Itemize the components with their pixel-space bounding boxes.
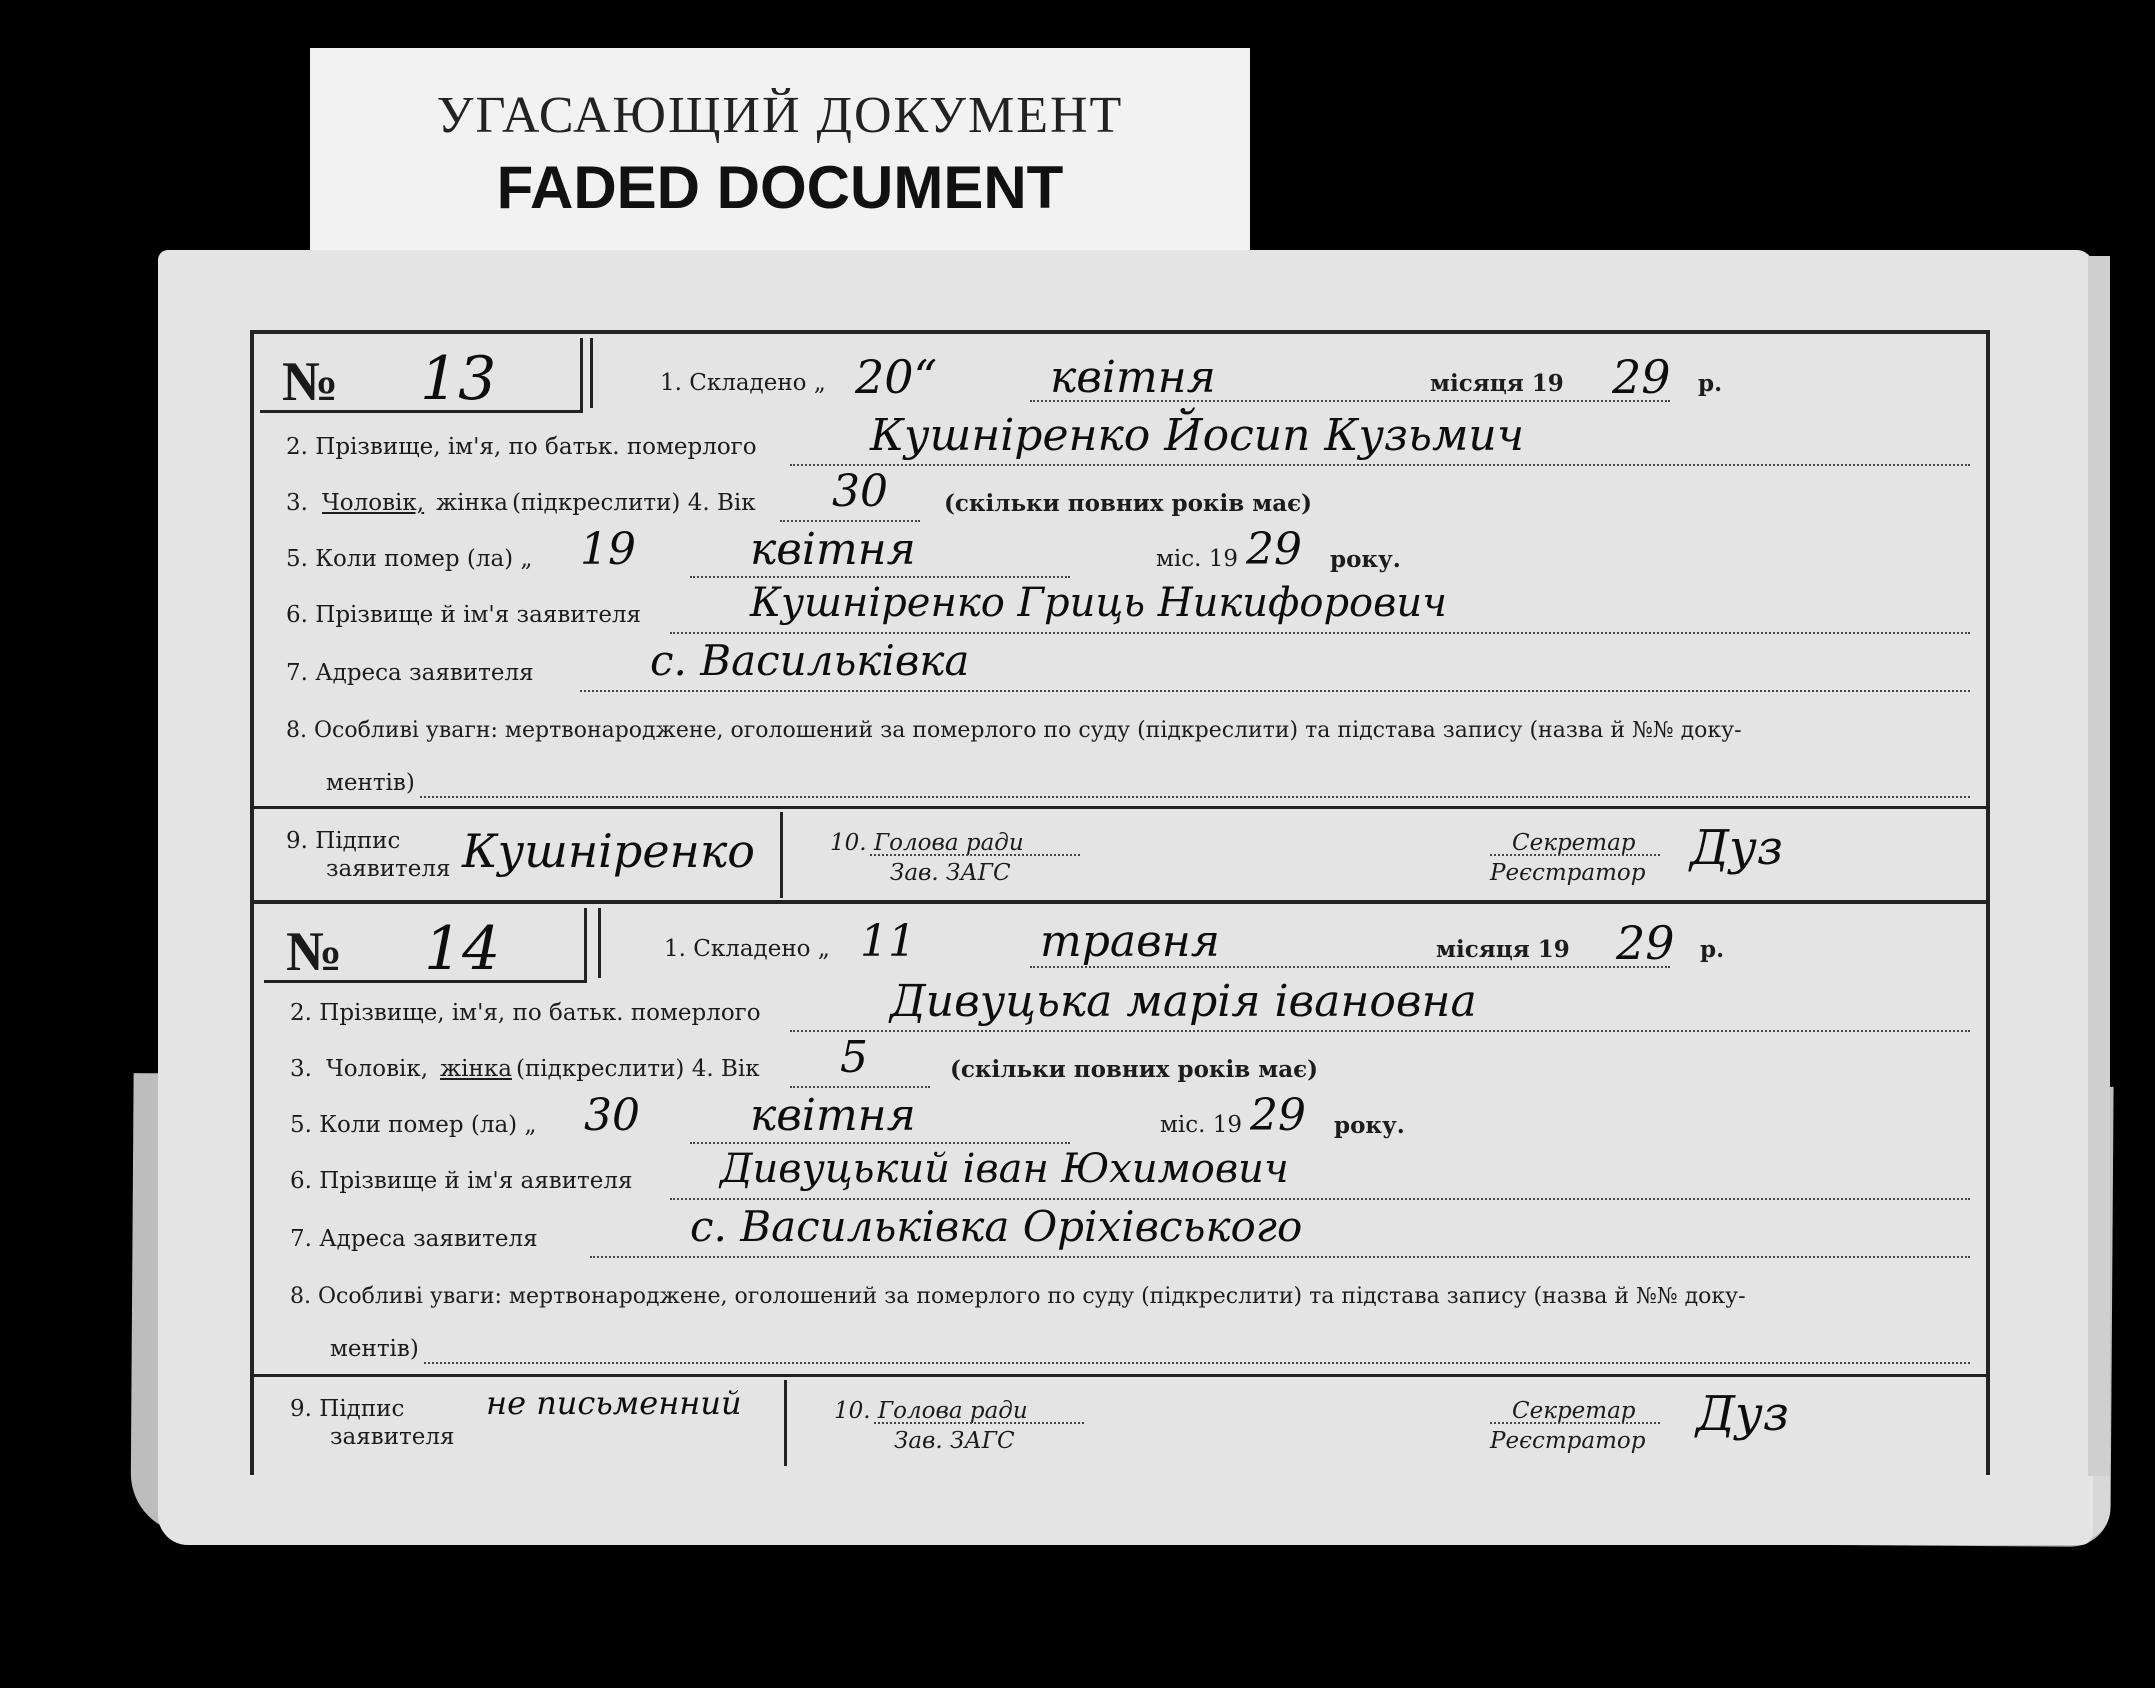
dotted-line — [870, 854, 1080, 856]
death-month: квітня — [750, 524, 916, 575]
compiled-month: травня — [1040, 916, 1220, 967]
compiled-year: 29 — [1612, 350, 1671, 404]
male-option: Чоловік, — [322, 490, 425, 516]
deceased-name: Дивуцька марія івановна — [890, 976, 1477, 1027]
deceased-name-label: 2. Прізвище, ім'я, по батьк. померлого — [286, 434, 757, 460]
dotted-line — [790, 1086, 930, 1088]
section-separator — [250, 806, 1990, 809]
official-signature: Дуз — [1696, 1386, 1790, 1442]
official-signature: Дуз — [1690, 820, 1784, 876]
number-box-divider — [598, 908, 601, 978]
death-year: 29 — [1250, 1090, 1306, 1141]
applicant-address: с. Васильківка Оріхівського — [690, 1202, 1303, 1251]
dotted-line — [580, 690, 1970, 692]
dotted-line — [790, 464, 1970, 466]
dotted-line — [690, 576, 1070, 578]
dotted-line — [1490, 1422, 1660, 1424]
registrar-label: Реєстратор — [1490, 1428, 1646, 1454]
signature-label: 9. Підпис — [286, 828, 401, 854]
record-number-box — [260, 338, 583, 413]
record-number: 13 — [420, 344, 497, 414]
deceased-age: 30 — [832, 466, 888, 517]
death-date-label: 5. Коли помер (ла) „ — [290, 1112, 537, 1138]
death-day: 30 — [584, 1090, 640, 1141]
male-option: Чоловік, — [326, 1056, 429, 1082]
year-suffix: р. — [1700, 936, 1725, 963]
label-english: FADED DOCUMENT — [496, 154, 1064, 221]
secretary-label: Секретар — [1512, 830, 1636, 856]
secretary-label: Секретар — [1512, 1398, 1636, 1424]
applicant-name: Кушніренко Гриць Никифорович — [750, 580, 1448, 626]
section-separator — [250, 1374, 1990, 1377]
dotted-line — [1030, 400, 1670, 402]
special-notes-label: 8. Особливі увагн: мертвонароджене, оголошений за померлого по суду (підкреслити) та підстава запису (назва й №№ доку- — [286, 718, 1742, 743]
applicant-name-label: 6. Прізвище й ім'я заявителя — [286, 602, 642, 628]
deceased-name: Кушніренко Йосип Кузьмич — [870, 410, 1525, 461]
deceased-name-label: 2. Прізвище, ім'я, по батьк. померлого — [290, 1000, 761, 1026]
applicant-name-label: 6. Прізвище й ім'я аявителя — [290, 1168, 633, 1194]
death-record-13 — [250, 330, 1990, 900]
applicant-label: заявителя — [326, 856, 451, 882]
death-year: 29 — [1246, 524, 1302, 575]
underline-age-label: (підкреслити) 4. Вік — [516, 1056, 760, 1082]
female-option: жінка — [440, 1056, 512, 1082]
roku-label: року. — [1330, 546, 1401, 573]
number-sign: № — [282, 351, 339, 413]
number-sign: № — [286, 921, 343, 983]
underline-age-label: (підкреслити) 4. Вік — [512, 490, 756, 516]
female-option: жінка — [436, 490, 508, 516]
documents-label: ментів) — [330, 1336, 419, 1362]
applicant-address: с. Васильківка — [650, 636, 970, 685]
roku-label: року. — [1334, 1112, 1405, 1139]
applicant-address-label: 7. Адреса заявителя — [286, 660, 534, 686]
deceased-age: 5 — [840, 1032, 868, 1083]
dotted-line — [420, 796, 1970, 798]
month-of-label: місяця 19 — [1436, 936, 1570, 963]
number-box-divider — [590, 338, 593, 408]
applicant-name: Дивуцький іван Юхимович — [720, 1146, 1289, 1192]
label-russian: УГАСАЮЩИЙ ДОКУМЕНТ — [436, 87, 1124, 144]
compiled-day: 20“ — [855, 350, 938, 404]
faded-document-label — [310, 48, 1250, 256]
dotted-line — [670, 1198, 1970, 1200]
documents-label: ментів) — [326, 770, 415, 796]
applicant-signature: Кушніренко — [462, 824, 756, 878]
dotted-line — [424, 1362, 1970, 1364]
compiled-month: квітня — [1050, 352, 1216, 403]
month-of-label: місяця 19 — [1430, 370, 1564, 397]
dotted-line — [670, 632, 1970, 634]
mis-label: міс. 19 — [1160, 1112, 1243, 1138]
signature-divider — [780, 812, 783, 898]
record-number: 14 — [424, 914, 501, 984]
compiled-label: 1. Складено „ — [664, 936, 830, 962]
applicant-address-label: 7. Адреса заявителя — [290, 1226, 538, 1252]
applicant-signature: не письменний — [486, 1384, 742, 1422]
applicant-label: заявителя — [330, 1424, 455, 1450]
dotted-line — [1030, 966, 1670, 968]
full-years-label: (скільки повних років має) — [950, 1056, 1319, 1083]
signature-label: 9. Підпис — [290, 1396, 405, 1422]
record-number-box — [264, 908, 587, 983]
special-notes-label: 8. Особливі уваги: мертвонароджене, оголошений за померлого по суду (підкреслити) та підстава запису (назва й №№ доку- — [290, 1284, 1746, 1309]
full-years-label: (скільки повних років має) — [944, 490, 1313, 517]
registrar-label: Реєстратор — [1490, 860, 1646, 886]
dotted-line — [780, 520, 920, 522]
compiled-year: 29 — [1616, 916, 1675, 970]
dotted-line — [874, 1422, 1084, 1424]
zags-label: Зав. ЗАГС — [890, 860, 1011, 886]
year-suffix: р. — [1698, 370, 1723, 397]
compiled-label: 1. Складено „ — [660, 370, 826, 396]
head-label: 10. Голова ради — [830, 830, 1024, 856]
dotted-line — [590, 1256, 1970, 1258]
compiled-day: 11 — [860, 916, 916, 967]
mis-label: міс. 19 — [1156, 546, 1239, 572]
gender-number: 3. — [286, 490, 308, 516]
zags-label: Зав. ЗАГС — [894, 1428, 1015, 1454]
dotted-line — [790, 1030, 1970, 1032]
death-record-14 — [250, 900, 1990, 1475]
death-month: квітня — [750, 1090, 916, 1141]
death-day: 19 — [580, 524, 636, 575]
head-label: 10. Голова ради — [834, 1398, 1028, 1424]
dotted-line — [690, 1142, 1070, 1144]
death-date-label: 5. Коли помер (ла) „ — [286, 546, 533, 572]
signature-divider — [784, 1380, 787, 1466]
dotted-line — [1490, 854, 1660, 856]
page-right-edge — [2088, 256, 2110, 1476]
gender-number: 3. — [290, 1056, 312, 1082]
